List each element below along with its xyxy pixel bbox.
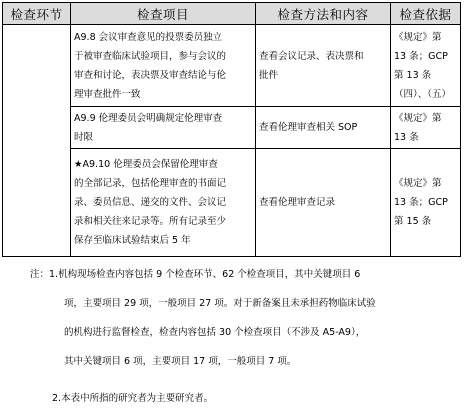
note-1-line: 注：1.机构现场检查内容包括 9 个检查环节、62 个检查项目，其中关键项目 6 xyxy=(30,269,361,280)
table-header xyxy=(3,3,461,25)
item-cell xyxy=(71,107,256,149)
basis-text-line: （四）、（五） xyxy=(394,88,452,100)
method-cell xyxy=(256,107,391,149)
header-inspection-stage: 检查环节 xyxy=(3,3,71,25)
header-row xyxy=(3,3,461,25)
basis-cell xyxy=(391,149,461,257)
basis-text-line: 《规定》第 xyxy=(394,112,442,124)
item-text-line: 录、委员信息、递交的文件、会议记 xyxy=(74,197,227,208)
basis-text-line: 第 15 条 xyxy=(394,216,432,227)
note-1-line: 的机构进行监督检查，检查内容包括 30 个检查项目（不涉及 A5-A9）， xyxy=(64,327,366,338)
item-text-line: 审查和讨论，表决票及审查结论与伦 xyxy=(74,69,227,81)
basis-text-line: 13 条；GCP xyxy=(394,50,448,62)
note-1-line: 其中关键项目 6 项，主要项目 17 项，一般项目 7 项。 xyxy=(64,356,297,367)
item-text-line: 理审查批件一致 xyxy=(74,88,141,100)
table-row xyxy=(3,149,461,257)
table-row xyxy=(3,25,461,107)
item-text-line: A9.8 会议审查意见的投票委员独立 xyxy=(74,31,223,43)
header-inspection-item: 检查项目 xyxy=(71,3,256,25)
stage-cell xyxy=(3,25,71,257)
basis-text-line: 13 条；GCP xyxy=(394,197,448,208)
table-body xyxy=(3,25,461,257)
basis-cell xyxy=(391,107,461,149)
table-row xyxy=(3,107,461,149)
method-cell xyxy=(256,149,391,257)
method-text-line: 批件 xyxy=(259,69,279,81)
header-inspection-basis: 检查依据 xyxy=(391,3,461,25)
method-cell xyxy=(256,25,391,107)
header-method-content: 检查方法和内容 xyxy=(256,3,391,25)
item-text-line: 保存至临床试验结束后 5 年 xyxy=(74,235,191,246)
item-cell xyxy=(71,149,256,257)
note-1-line: 项，主要项目 29 项，一般项目 27 项。对于新备案且未承担药物临床试验 xyxy=(64,298,376,309)
item-text-line: ★A9.10 伦理委员会保留伦理审查 xyxy=(74,159,218,170)
basis-text-line: 《规定》第 xyxy=(394,31,442,43)
method-text-line: 查看会议记录、表决票和 xyxy=(259,50,364,62)
basis-cell xyxy=(391,25,461,107)
item-text-line: 于被审查临床试验项目，参与会议的 xyxy=(74,50,227,62)
item-text-line: 时限 xyxy=(74,131,94,143)
basis-text-line: 《规定》第 xyxy=(394,178,442,189)
basis-text-line: 13 条 xyxy=(394,131,419,143)
method-text-line: 查看伦理审查记录 xyxy=(259,197,336,208)
item-text-line: A9.9 伦理委员会明确规定伦理审查 xyxy=(74,112,223,124)
item-text-line: 录和相关往来记录等。所有记录至少 xyxy=(74,216,227,227)
item-text-line: 的全部记录，包括伦理审查的书面记 xyxy=(74,178,227,189)
method-text-line: 查看伦理审查相关 SOP xyxy=(259,122,358,133)
note-2-line: 2.本表中所指的研究者为主要研究者。 xyxy=(52,393,214,404)
item-cell xyxy=(71,25,256,107)
basis-text-line: 第 13 条 xyxy=(394,69,432,81)
inspection-table xyxy=(2,2,461,257)
